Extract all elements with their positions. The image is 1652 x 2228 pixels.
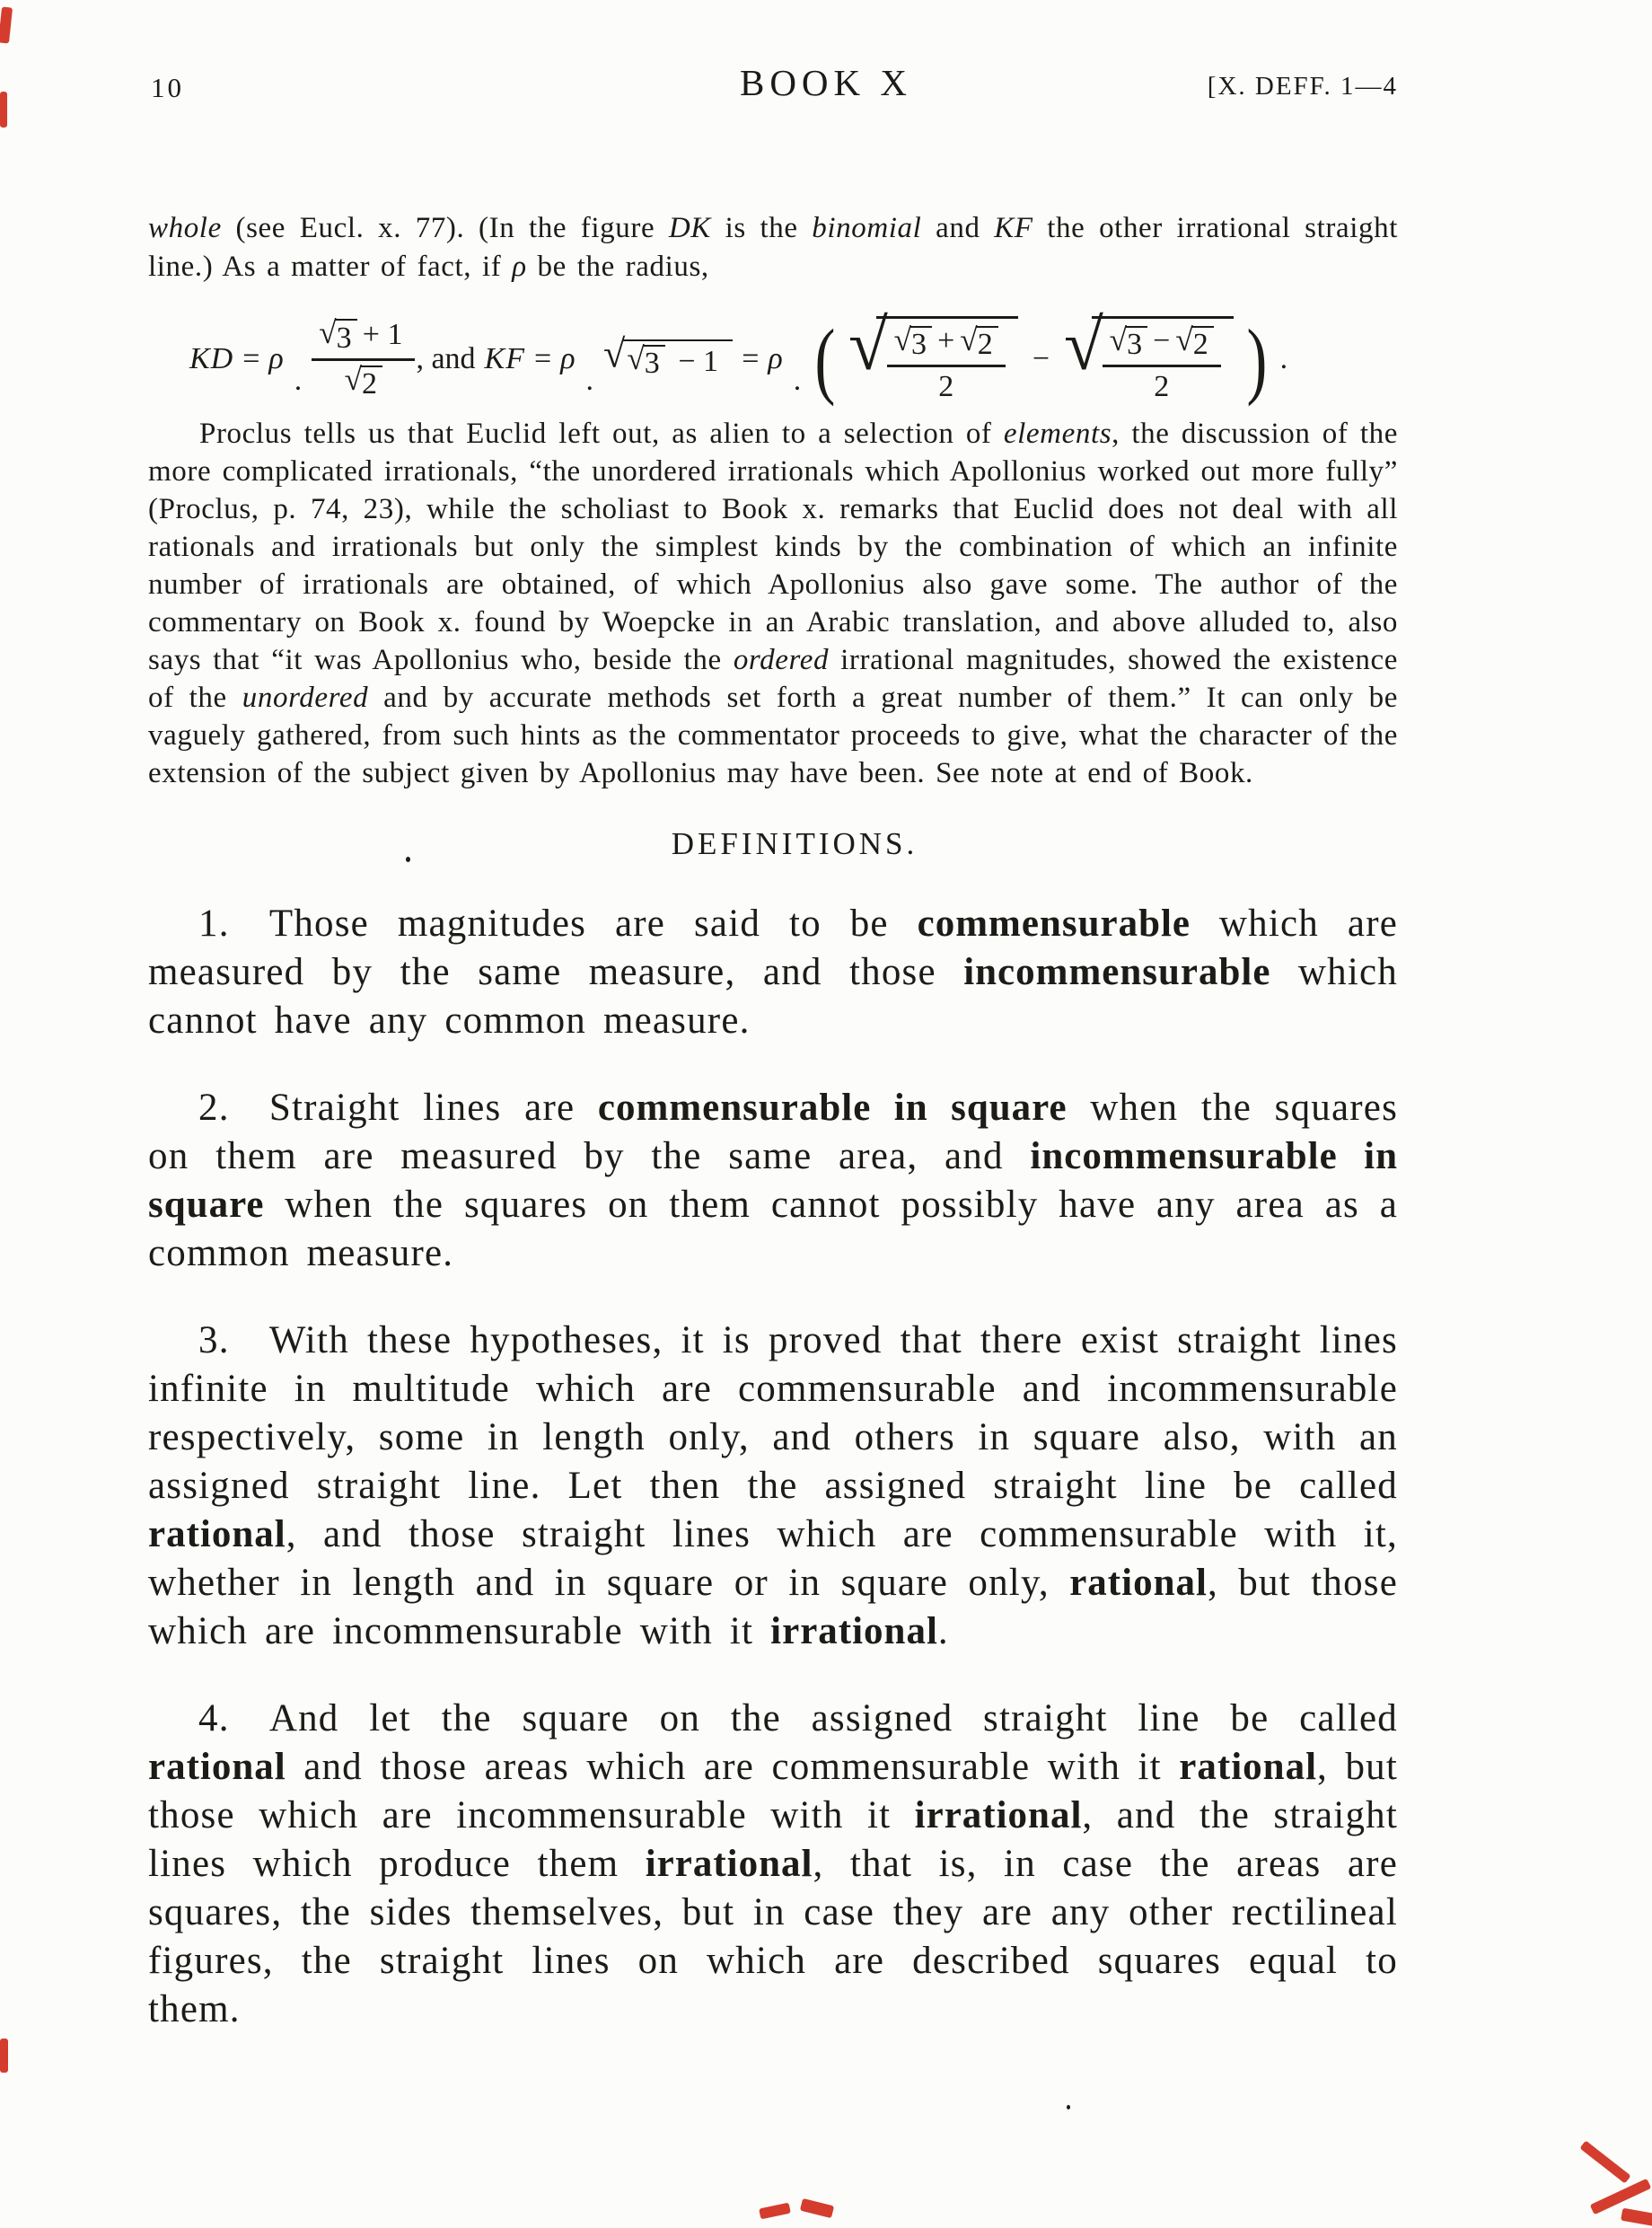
radical — [848, 306, 1018, 404]
text-segment: binomial — [812, 212, 922, 244]
text-segment: commensurable — [917, 903, 1191, 946]
text-segment: , but those which are incommensurable with it — [148, 1746, 1398, 1837]
radical-sign: √ — [344, 360, 362, 397]
text-segment: , but those which are incommensurable with it — [148, 1562, 1398, 1653]
text-segment: ρ — [512, 251, 527, 283]
radical — [893, 321, 933, 362]
red-scan-mark — [800, 2198, 834, 2218]
fraction-denominator: 2 — [1103, 365, 1221, 402]
text-segment: 4. And let the square on the assigned straight line be called — [198, 1697, 1398, 1740]
fraction-numerator — [887, 321, 1006, 365]
radicand: 3 — [643, 345, 665, 379]
ink-dot — [406, 857, 410, 862]
text-segment: 3. With these hypotheses, it is proved that there exist straight lines infinite in multitude which are commensurable and incommensurable respectively, some in length only, and others in square also, with an assigned straight line. Let then the assigned straight line be called — [148, 1319, 1398, 1508]
text-segment: 1. Those magnitudes are said to be — [198, 903, 918, 946]
text-segment: irrational — [914, 1794, 1083, 1837]
radicand: 2 — [976, 326, 998, 360]
text-segment: , and the straight lines which produce them — [148, 1794, 1398, 1886]
period: . — [1279, 342, 1288, 376]
text-segment: DK — [668, 212, 711, 244]
radical-sign: √ — [603, 331, 626, 376]
text-segment: elements — [1003, 418, 1112, 451]
minus-sign: − — [1032, 342, 1050, 376]
text-column — [148, 180, 1398, 2073]
text-segment: incommensurable in square — [148, 1135, 1398, 1227]
radical-sign: √ — [1064, 306, 1103, 386]
red-scan-mark — [0, 92, 7, 128]
red-scan-mark — [0, 2039, 8, 2073]
fraction — [312, 314, 415, 401]
radicand — [623, 339, 733, 379]
fraction — [887, 321, 1006, 404]
radicand: 2 — [360, 365, 382, 400]
fraction-numerator — [312, 314, 415, 357]
definition-3 — [148, 1317, 1398, 1656]
multiplication-dot: . — [585, 363, 594, 397]
text-segment: commensurable in square — [597, 1087, 1068, 1130]
radicand: 3 — [335, 319, 357, 353]
text-segment: when the squares on them cannot possibly have any area as a common measure. — [148, 1184, 1398, 1275]
radical-sign: √ — [960, 321, 978, 358]
text-segment: irrational magnitudes, showed the existence of the — [148, 644, 1398, 715]
text-segment: irrational — [645, 1843, 813, 1886]
definition-1 — [148, 900, 1398, 1045]
radicand: 3 — [909, 326, 932, 360]
radical-sign: √ — [893, 321, 911, 358]
text-segment: when the squares on them are measured by the same area, and — [148, 1087, 1399, 1178]
text-segment: and — [921, 212, 995, 244]
text-segment: rational — [148, 1746, 286, 1789]
radical — [1064, 306, 1234, 404]
text-segment: . — [937, 1610, 949, 1653]
text-segment: and those areas which are commensurable with it — [286, 1746, 1180, 1789]
radicand-rest: − 1 — [678, 345, 719, 379]
plus-sign: + — [937, 324, 955, 357]
red-scan-mark — [759, 2203, 791, 2220]
text-segment: incommensurable — [963, 951, 1271, 994]
text-segment: KF — [994, 212, 1033, 244]
var-rho: ρ — [768, 342, 784, 376]
red-scan-mark — [1590, 2179, 1652, 2215]
fraction — [1103, 321, 1221, 404]
text-segment: which are measured by the same measure, and those — [148, 903, 1399, 994]
var-kd: KD — [189, 342, 234, 376]
text-segment: (see Eucl. x. 77). (In the figure — [221, 212, 669, 244]
radical — [603, 331, 733, 381]
var-rho: ρ — [268, 342, 285, 376]
radical — [319, 314, 357, 355]
minus-sign: − — [1153, 324, 1171, 357]
radicand: 2 — [1191, 326, 1214, 360]
text-segment: the other irrational straight line.) As a matter of fact, if — [148, 212, 1398, 283]
text-segment: , that is, in case the areas are squares, the sides themselves, but in case they are any other rectilineal figures, the straight lines on which are described squares equal to them. — [148, 1843, 1398, 2031]
text-segment: is the — [710, 212, 813, 244]
formula-line: KD = ρ . √ 3 + 1 √ 2 , and KF = ρ . √ √ 3 − 1 = ρ . ( √ √ 3 + √ 2 2 − √ √ 3 − √ 2 2 ) . — [189, 306, 1288, 408]
multiplication-dot: . — [294, 363, 303, 397]
radical — [1175, 321, 1214, 362]
text-segment: Proclus tells us that Euclid left out, as alien to a selection of — [199, 418, 1004, 451]
text-segment: which cannot have any common measure. — [148, 951, 1398, 1043]
ink-dot — [1067, 2105, 1070, 2109]
definition-2 — [148, 1084, 1398, 1278]
page-number: 10 — [151, 72, 184, 103]
text-segment: , and those straight lines which are commensurable with it, whether in length and in square or in square only, — [148, 1513, 1398, 1605]
text-segment: rational — [148, 1513, 286, 1556]
fraction-denominator — [312, 358, 415, 400]
equals-sign: = — [534, 342, 552, 376]
equals-sign: = — [742, 342, 760, 376]
radical-sign: √ — [319, 314, 337, 351]
radical-sign: √ — [1109, 321, 1128, 358]
running-head-title: BOOK X — [739, 62, 913, 103]
fraction-denominator: 2 — [887, 365, 1006, 402]
radical-sign: √ — [1175, 321, 1193, 358]
multiplication-dot: . — [793, 363, 802, 397]
radical — [627, 340, 665, 381]
definition-4 — [148, 1695, 1398, 2034]
intro-paragraph — [148, 209, 1398, 286]
red-scan-mark — [0, 6, 13, 43]
definitions-heading: DEFINITIONS. — [671, 826, 918, 862]
and-text: , and — [416, 342, 476, 376]
radical — [1109, 321, 1148, 362]
red-scan-mark — [1579, 2140, 1630, 2183]
radicand — [1092, 316, 1234, 402]
text-segment: whole — [148, 212, 222, 244]
text-segment: unordered — [242, 682, 369, 715]
text-segment: and by accurate methods set forth a great number of them.” It can only be vaguely gathered, from such hints as the commentator proceeds to give, what the character of the extension of the subject given by Apollonius may have been. See note at end of Book. — [148, 682, 1398, 790]
radicand: 3 — [1125, 326, 1147, 360]
radical-sign: √ — [848, 306, 888, 386]
radical-sign: √ — [627, 340, 645, 377]
radical — [344, 360, 383, 401]
fraction-numerator — [1103, 321, 1221, 365]
var-rho: ρ — [560, 342, 576, 376]
text-segment: , the discussion of the more complicated irrationals, “the unordered irrationals which Apollonius worked out more fully” (Proclus, p. 74, 23), while the scholiast to Book x. remarks that Euclid does not deal with all rationals and irrationals but only the simplest kinds by the combination of which an infinite number of irrationals are obtained, of which Apollonius also gave some. The author of the commentary on Book x. found by Woepcke in an Arabic translation, and above alluded to, also says that “it was Apollonius who, beside the — [148, 418, 1398, 677]
var-kf: KF — [484, 342, 525, 376]
text-segment: irrational — [770, 1610, 938, 1653]
text-segment: rational — [1069, 1562, 1208, 1605]
text-segment: 2. Straight lines are — [198, 1087, 598, 1130]
text-segment: ordered — [733, 644, 830, 677]
equals-sign: = — [242, 342, 260, 376]
red-scan-mark — [1621, 2208, 1652, 2227]
radicand — [876, 316, 1018, 402]
text-segment: rational — [1179, 1746, 1318, 1789]
running-head-reference: [X. DEFF. 1—4 — [1207, 72, 1398, 101]
text-segment: be the radius, — [526, 251, 709, 283]
radical — [960, 321, 998, 362]
proclus-paragraph — [148, 415, 1398, 792]
numerator-rest: + 1 — [362, 318, 403, 352]
